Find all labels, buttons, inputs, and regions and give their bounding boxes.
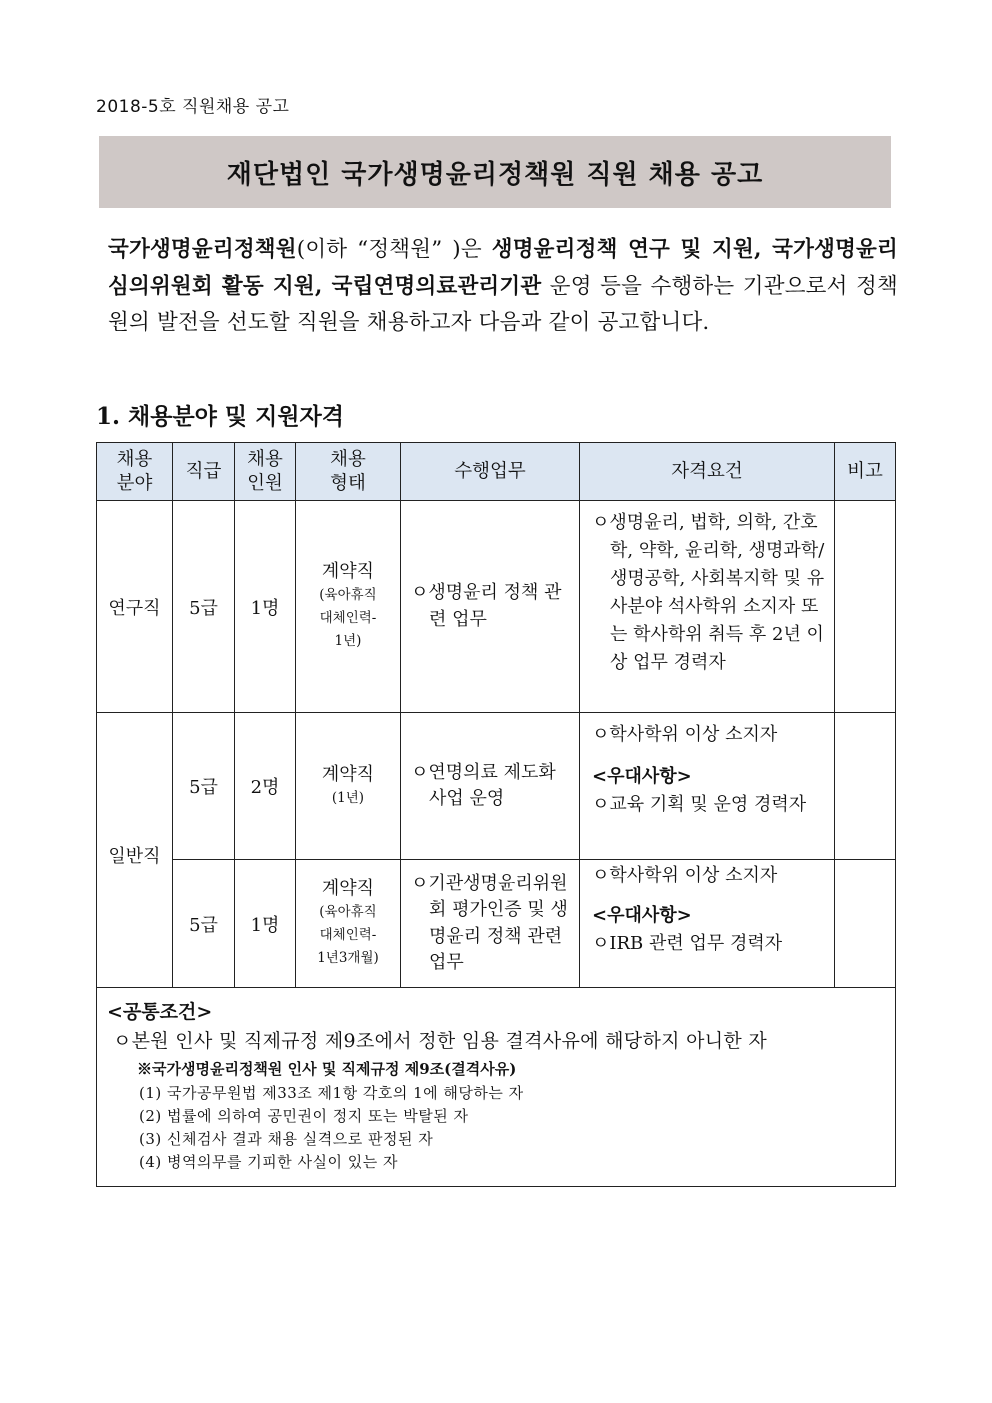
disqualification-item: (2) 법률에 의하여 공민권이 정지 또는 박탈된 자 — [139, 1107, 469, 1125]
duty-3: 국립연명의료관리기관 — [322, 273, 542, 299]
disqualification-note-heading: ※국가생명윤리정책원 인사 및 직제규정 제9조(결격사유) — [137, 1060, 517, 1078]
header-qualification: 자격요건 — [580, 443, 835, 501]
disqualification-item: (4) 병역의무를 기피한 사실이 있는 자 — [139, 1153, 398, 1171]
row-type: 계약직 (육아휴직 대체인력- 1년) — [296, 501, 401, 713]
header-field: 채용 분야 — [97, 443, 173, 501]
common-conditions — [97, 988, 896, 1187]
org-name: 국가생명윤리정책원 — [108, 237, 297, 262]
table-row — [97, 713, 896, 860]
table-row — [97, 501, 896, 713]
row-remarks — [835, 860, 896, 988]
row-count: 1명 — [235, 501, 296, 713]
page-title: 재단법인 국가생명윤리정책원 직원 채용 공고 — [226, 159, 764, 190]
row-qualification: ㅇ학사학위 이상 소지자 <우대사항> ㅇIRB 관련 업무 경력자 — [580, 860, 835, 988]
common-line: ㅇ본원 인사 및 직제규정 제9조에서 정한 임용 결격사유에 해당하지 아니한 자 — [113, 1030, 768, 1052]
recruitment-table — [96, 442, 896, 1187]
common-heading: <공통조건> — [107, 1001, 213, 1023]
row-qualification: ㅇ학사학위 이상 소지자 <우대사항> ㅇ교육 기획 및 운영 경력자 — [580, 713, 835, 860]
row-count: 1명 — [235, 860, 296, 988]
title-banner — [99, 136, 891, 208]
disqualification-item: (3) 신체검사 결과 채용 실격으로 판정된 자 — [139, 1130, 434, 1148]
intro-paragraph — [108, 232, 898, 342]
row-duty: ㅇ기관생명윤리위원회 평가인증 및 생명윤리 정책 관련 업무 — [401, 860, 580, 988]
preference-label: <우대사항> — [592, 905, 692, 926]
intro-rest: 운영 등을 수행하는 기관으로서 정책원의 발전을 선도할 직원을 채용하고자 다음과 같이 공고합니다. — [108, 273, 898, 335]
row-duty: ㅇ생명윤리 정책 관련 업무 — [401, 501, 580, 713]
section-heading: 1. 채용분야 및 지원자격 — [96, 403, 344, 430]
row-field: 연구직 — [97, 501, 173, 713]
abbr-note: (이하 “정책원” )은 — [296, 237, 492, 262]
header-duty: 수행업무 — [401, 443, 580, 501]
disqualification-item: (1) 국가공무원법 제33조 제1항 각호의 1에 해당하는 자 — [139, 1084, 524, 1102]
row-remarks — [835, 501, 896, 713]
duty-2: 국가생명윤리심의위원회 활동 지원, — [108, 237, 898, 299]
header-count: 채용 인원 — [235, 443, 296, 501]
row-remarks — [835, 713, 896, 860]
duty-1: 생명윤리정책 연구 및 지원, — [491, 237, 762, 262]
row-type: 계약직 (1년) — [296, 713, 401, 860]
row-duty: ㅇ연명의료 제도화 사업 운영 — [401, 713, 580, 860]
header-grade: 직급 — [173, 443, 235, 501]
row-field: 일반직 — [97, 713, 173, 988]
row-grade: 5급 — [173, 860, 235, 988]
common-conditions-row — [97, 988, 896, 1187]
row-qualification: ㅇ생명윤리, 법학, 의학, 간호학, 약학, 윤리학, 생명과학/생명공학, 사회복지학 및 유사분야 석사학위 소지자 또는 학사학위 취득 후 2년 이상 업무 경력자 — [580, 501, 835, 713]
header-type: 채용 형태 — [296, 443, 401, 501]
row-grade: 5급 — [173, 713, 235, 860]
table-row — [97, 860, 896, 988]
header-remarks: 비고 — [835, 443, 896, 501]
row-count: 2명 — [235, 713, 296, 860]
preference-label: <우대사항> — [592, 766, 692, 787]
row-grade: 5급 — [173, 501, 235, 713]
table-header-row — [97, 443, 896, 501]
notice-number: 2018-5호 직원채용 공고 — [96, 97, 290, 117]
row-type: 계약직 (육아휴직 대체인력- 1년3개월) — [296, 860, 401, 988]
